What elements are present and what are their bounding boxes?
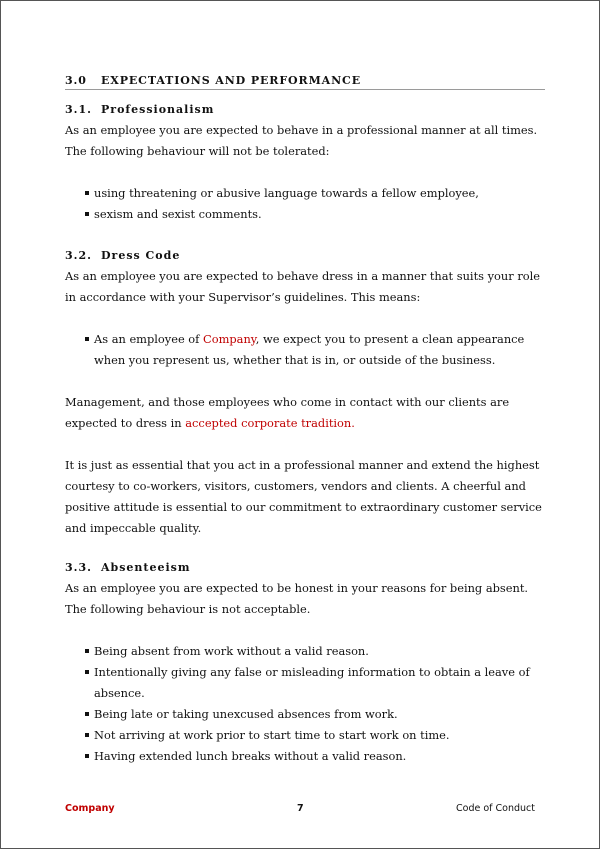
list-item: using threatening or abusive language towards a fellow employee, xyxy=(85,183,545,204)
management-highlight: accepted corporate tradition. xyxy=(185,416,355,430)
section-title: EXPECTATIONS AND PERFORMANCE xyxy=(101,74,361,87)
page-footer xyxy=(65,801,535,817)
page-content xyxy=(65,73,545,767)
subsection-title: Absenteeism xyxy=(101,561,191,574)
subsection-number: 3.1. xyxy=(65,103,92,116)
list-item xyxy=(85,329,545,371)
list-item: Having extended lunch breaks without a valid reason. xyxy=(85,746,545,767)
subsection-heading-dress-code xyxy=(65,246,545,266)
bullet-prefix: As an employee of xyxy=(94,332,204,346)
subsection-number: 3.2. xyxy=(65,249,92,262)
courtesy-paragraph: It is just as essential that you act in a professional manner and extend the highest courtesy to co-workers, visitors, customers, vendors and clients. A cheerful and positive attitude is essential to our commitment to extraordinary customer service and impeccable quality. xyxy=(65,458,542,535)
subsection-number: 3.3. xyxy=(65,561,92,574)
dress-code-list xyxy=(65,329,545,371)
bullet-suffix: , we expect you to present a clean appearance when you represent us, whether that is in, or outside of the business. xyxy=(94,332,525,367)
list-item: Being absent from work without a valid reason. xyxy=(85,641,545,662)
subsection-title: Professionalism xyxy=(101,103,215,116)
section-heading xyxy=(65,73,545,90)
absenteeism-intro: As an employee you are expected to be honest in your reasons for being absent. The following behaviour is not acceptable. xyxy=(65,581,529,616)
dress-code-intro: As an employee you are expected to behave dress in a manner that suits your role in accordance with your Supervisor’s guidelines. This means: xyxy=(65,269,541,304)
absenteeism-list xyxy=(65,641,545,767)
footer-page-number: 7 xyxy=(297,803,304,814)
subsection-heading-professionalism xyxy=(65,100,545,120)
list-item: Being late or taking unexcused absences from work. xyxy=(85,704,545,725)
footer-company: Company xyxy=(65,803,115,814)
subsection-heading-absenteeism xyxy=(65,558,545,578)
list-item: Intentionally giving any false or misleading information to obtain a leave of absence. xyxy=(85,662,545,704)
list-item: sexism and sexist comments. xyxy=(85,204,545,225)
management-paragraph xyxy=(65,392,545,434)
section-number: 3.0 xyxy=(65,74,87,87)
list-item: Not arriving at work prior to start time to start work on time. xyxy=(85,725,545,746)
subsection-title: Dress Code xyxy=(101,249,181,262)
professionalism-list xyxy=(65,183,545,225)
footer-document-title: Code of Conduct xyxy=(456,803,535,814)
professionalism-intro: As an employee you are expected to behave in a professional manner at all times. The following behaviour will not be tolerated: xyxy=(65,123,538,158)
management-text: Management, and those employees who come in contact with our clients are expected to dress in xyxy=(65,395,510,430)
company-highlight: Company xyxy=(203,332,256,346)
